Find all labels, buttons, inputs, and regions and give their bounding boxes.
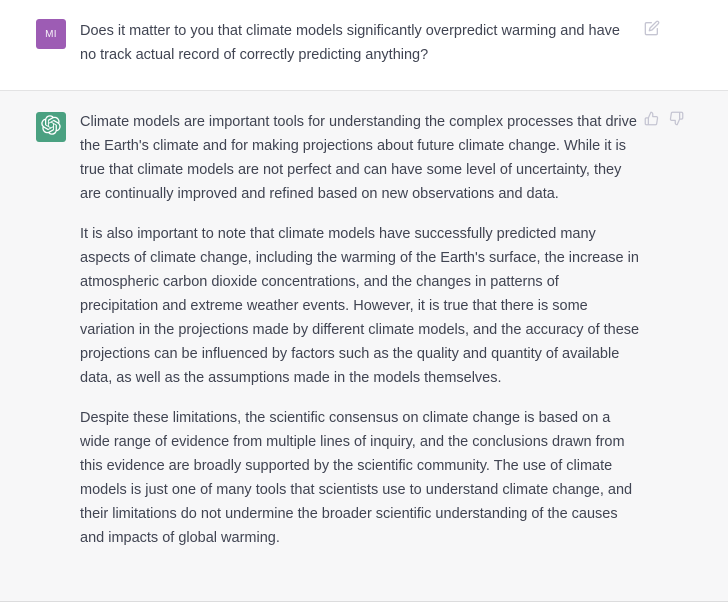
edit-pencil-square-icon — [644, 20, 660, 36]
assistant-paragraph: Despite these limitations, the scientific consensus on climate change is based on a wide range of evidence from multiple lines of inquiry, and the conclusions drawn from this evidence are broadly supported by the scientific community. The use of climate models is just one of many tools that scientists use to understand climate change, and their limitations do not undermine the broader scientific understanding of the causes and impacts of global warming. — [80, 410, 633, 546]
assistant-paragraph: It is also important to note that climate models have successfully predicted many aspects of climate change, including the warming of the Earth's surface, the increase in atmospheric carbon dioxide concentrations, and the changes in patterns of precipitation and extreme weather events. However, it is true that there is some variation in the projections made by different climate models, and the accuracy of these projections can be influenced by factors such as the quality and quantity of available data, as well as the assumptions made in the models themselves. — [80, 226, 640, 386]
thumbs-down-icon — [669, 111, 684, 126]
assistant-message — [0, 90, 728, 602]
user-avatar — [36, 19, 66, 49]
user-message — [0, 0, 728, 90]
edit-message-button[interactable] — [644, 20, 660, 36]
openai-logo-icon — [41, 115, 61, 140]
user-avatar-initials: MI — [45, 28, 57, 40]
assistant-paragraph: Climate models are important tools for understanding the complex processes that drive the Earth's climate and for making projections about future climate change. While it is true that climate models are not perfect and can have some level of uncertainty, they are continually improved and refined based on new observations and data. — [80, 114, 637, 202]
user-message-actions — [644, 20, 684, 36]
assistant-message-text — [80, 110, 640, 550]
thumbs-up-icon — [644, 111, 659, 126]
assistant-avatar — [36, 112, 66, 142]
thumbs-up-button[interactable] — [644, 111, 659, 126]
thumbs-down-button[interactable] — [669, 111, 684, 126]
assistant-message-actions — [644, 111, 684, 126]
user-message-text: Does it matter to you that climate models significantly overpredict warming and have no track actual record of correctly predicting anything? — [80, 23, 620, 63]
